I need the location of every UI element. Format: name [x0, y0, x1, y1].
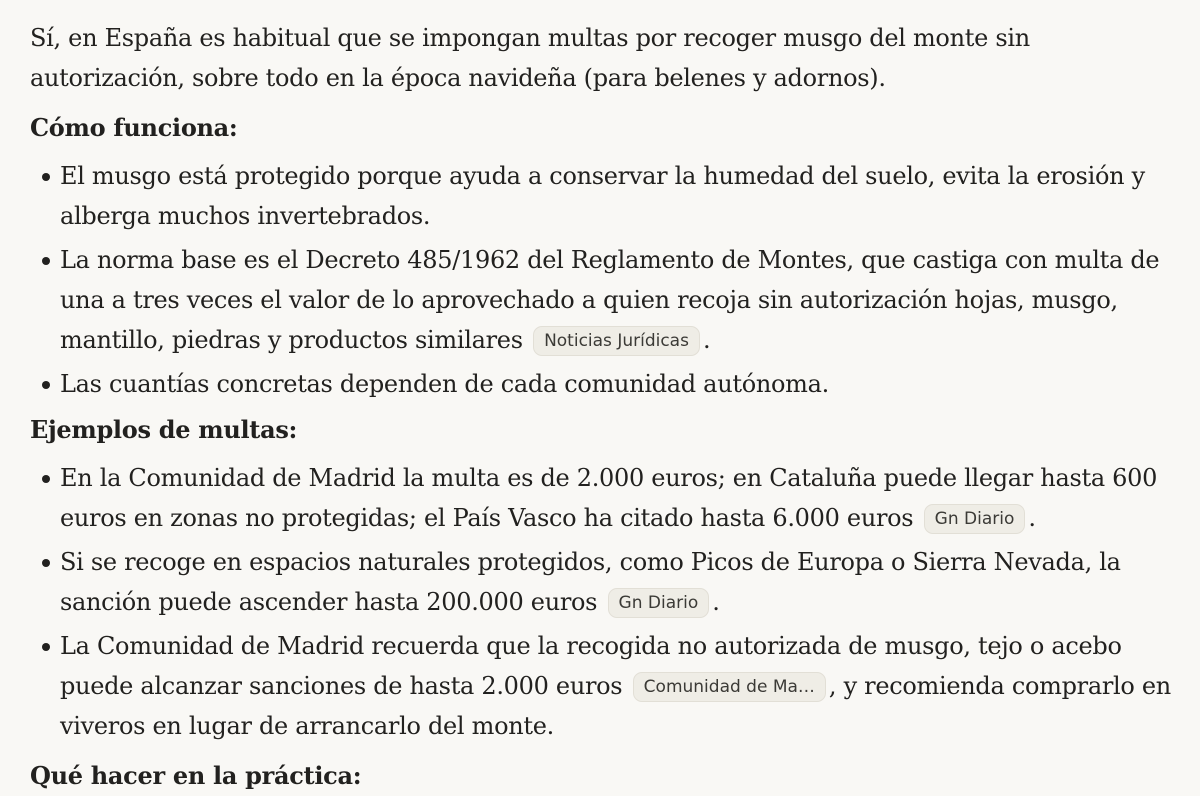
list-item — [30, 626, 1180, 746]
list-item-text-after: . — [712, 588, 720, 616]
section-heading-examples: Ejemplos de multas: — [30, 415, 298, 444]
list-item-text: Si se recoge en espacios naturales protegidos, como Picos de Europa o Sierra Nevada, la sanción puede ascender hasta 200.000 euros — [60, 548, 1121, 616]
source-chip[interactable]: Noticias Jurídicas — [533, 326, 700, 356]
response-content — [30, 0, 1180, 796]
list-item-text: El musgo está protegido porque ayuda a conservar la humedad del suelo, evita la erosión y alberga muchos invertebrados. — [60, 162, 1145, 230]
bullet-icon — [42, 475, 50, 483]
bullet-icon — [42, 173, 50, 181]
bullet-icon — [42, 257, 50, 265]
list-item — [30, 364, 1180, 404]
source-chip[interactable]: Gn Diario — [924, 504, 1026, 534]
list-item-text: La Comunidad de Madrid recuerda que la recogida no autorizada de musgo, tejo o acebo puede alcanzar sanciones de hasta 2.000 euros — [60, 632, 1122, 700]
source-chip[interactable]: Gn Diario — [608, 588, 710, 618]
list-item-text: En la Comunidad de Madrid la multa es de 2.000 euros; en Cataluña puede llegar hasta 600 euros en zonas no protegidas; el País Vasco ha citado hasta 6.000 euros — [60, 464, 1158, 532]
list-item — [30, 458, 1180, 538]
bullet-icon — [42, 559, 50, 567]
bullet-icon — [42, 381, 50, 389]
bullet-list-examples — [30, 458, 1180, 746]
bullet-list-how-it-works — [30, 156, 1180, 404]
bullet-icon — [42, 643, 50, 651]
source-chip[interactable]: Comunidad de Ma… — [633, 672, 826, 702]
list-item-text: Las cuantías concretas dependen de cada comunidad autónoma. — [60, 370, 829, 398]
section-heading-how-it-works: Cómo funciona: — [30, 113, 238, 142]
list-item-text: La norma base es el Decreto 485/1962 del Reglamento de Montes, que castiga con multa de una a tres veces el valor de lo aprovechado a quien recoja sin autorización hojas, musgo, mantillo, piedras y productos similares — [60, 246, 1160, 354]
list-item — [30, 156, 1180, 236]
list-item-text-after: . — [702, 326, 711, 354]
list-item — [30, 240, 1180, 360]
list-item — [30, 542, 1180, 622]
section-heading-next: Qué hacer en la práctica: — [30, 761, 362, 790]
list-item-text-after: . — [1028, 504, 1036, 532]
list-item-text-after: , y recomienda comprarlo en viveros en lugar de arrancarlo del monte. — [60, 672, 1171, 740]
intro-paragraph: Sí, en España es habitual que se impongan multas por recoger musgo del monte sin autorización, sobre todo en la época navideña (para belenes y adornos). — [30, 24, 1030, 92]
